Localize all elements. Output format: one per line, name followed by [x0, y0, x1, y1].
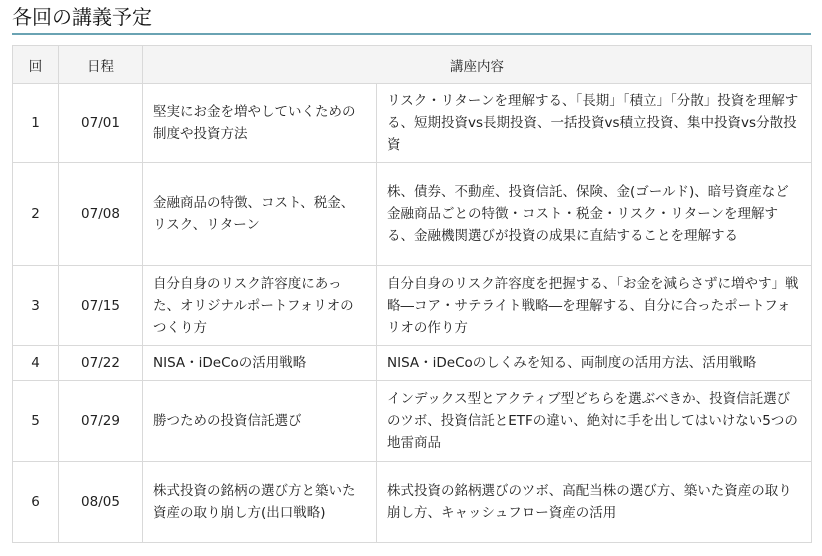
lecture-schedule-table: [12, 45, 812, 543]
row-detail: リスク・リターンを理解する、「長期」「積立」「分散」投資を理解する、短期投資vs長期投資、一括投資vs積立投資、集中投資vs分散投資: [377, 84, 812, 163]
row-detail: 株式投資の銘柄選びのツボ、高配当株の選び方、築いた資産の取り崩し方、キャッシュフロー資産の活用: [377, 462, 812, 543]
row-detail: 自分自身のリスク許容度を把握する、「お金を減らさずに増やす」戦略―コア・サテライト戦略―を理解する、自分に合ったポートフォリオの作り方: [377, 266, 812, 346]
header-date: 日程: [59, 46, 143, 84]
row-date: 08/05: [59, 462, 143, 543]
table-row: [13, 266, 812, 346]
row-num: 3: [13, 266, 59, 346]
header-content: 講座内容: [143, 46, 812, 84]
row-date: 07/22: [59, 346, 143, 381]
row-detail: NISA・iDeCoのしくみを知る、両制度の活用方法、活用戦略: [377, 346, 812, 381]
row-theme: NISA・iDeCoの活用戦略: [143, 346, 377, 381]
row-theme: 自分自身のリスク許容度にあった、オリジナルポートフォリオのつくり方: [143, 266, 377, 346]
row-theme: 株式投資の銘柄の選び方と築いた資産の取り崩し方(出口戦略): [143, 462, 377, 543]
table-header-row: [13, 46, 812, 84]
table-row: [13, 346, 812, 381]
table-row: [13, 84, 812, 163]
page-title: 各回の講義予定: [12, 5, 152, 29]
row-num: 6: [13, 462, 59, 543]
row-num: 4: [13, 346, 59, 381]
table-row: [13, 462, 812, 543]
row-num: 1: [13, 84, 59, 163]
row-date: 07/01: [59, 84, 143, 163]
row-date: 07/08: [59, 163, 143, 266]
row-theme: 堅実にお金を増やしていくための制度や投資方法: [143, 84, 377, 163]
row-detail: インデックス型とアクティブ型どちらを選ぶべきか、投資信託選びのツボ、投資信託とETFの違い、絶対に手を出してはいけない5つの地雷商品: [377, 381, 812, 462]
row-detail: 株、債券、不動産、投資信託、保険、金(ゴールド)、暗号資産など金融商品ごとの特徴・コスト・税金・リスク・リターンを理解する、金融機関選びが投資の成果に直結することを理解する: [377, 163, 812, 266]
row-theme: 勝つための投資信託選び: [143, 381, 377, 462]
title-underline: [12, 33, 811, 35]
row-num: 2: [13, 163, 59, 266]
table-row: [13, 163, 812, 266]
row-date: 07/15: [59, 266, 143, 346]
header-num: 回: [13, 46, 59, 84]
table-row: [13, 381, 812, 462]
row-theme: 金融商品の特徴、コスト、税金、リスク、リターン: [143, 163, 377, 266]
row-date: 07/29: [59, 381, 143, 462]
row-num: 5: [13, 381, 59, 462]
